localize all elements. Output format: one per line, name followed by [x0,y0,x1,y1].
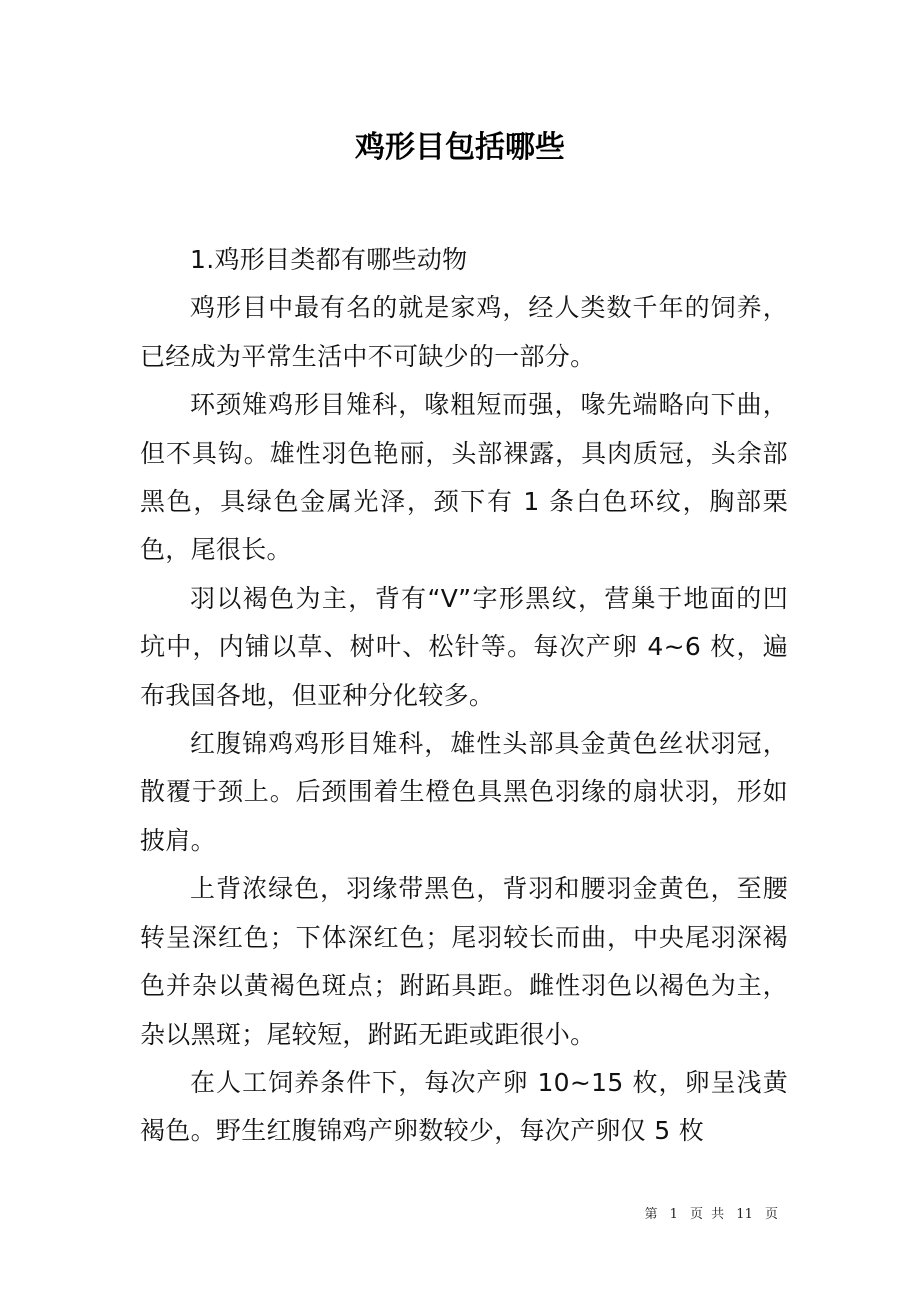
paragraph: 在人工饲养条件下，每次产卵 10~15 枚，卵呈浅黄褐色。野生红腹锦鸡产卵数较少，每次产卵仅 5 枚 [140,1067,788,1146]
paragraph-heading: 1.鸡形目类都有哪些动物 [190,245,468,274]
footer-page-number: 1 [669,1207,678,1222]
footer-page-total: 11 [736,1207,753,1222]
document-body [140,236,788,1156]
paragraph: 鸡形目中最有名的就是家鸡，经人类数千年的饲养，已经成为平常生活中不可缺少的一部分。 [140,293,788,371]
footer-page-mid: 页 共 [690,1207,725,1222]
paragraph: 环颈雉鸡形目雉科，喙粗短而强，喙先端略向下曲，但不具钩。雄性羽色艳丽，头部裸露，具肉质冠，头余部黑色，具绿色金属光泽，颈下有 1 条白色环纹，胸部栗色，尾很长。 [140,390,788,565]
paragraph: 羽以褐色为主，背有“V”字形黑纹，营巢于地面的凹坑中，内铺以草、树叶、松针等。每次产卵 4~6 枚，遍布我国各地，但亚种分化较多。 [140,583,788,710]
document-title: 鸡形目包括哪些 [355,130,565,165]
page-footer [642,1205,780,1225]
footer-page-prefix: 第 [644,1207,658,1222]
paragraph: 红腹锦鸡鸡形目雉科，雄性头部具金黄色丝状羽冠，散覆于颈上。后颈围着生橙色具黑色羽缘的扇状羽，形如披肩。 [140,729,788,855]
footer-page-suffix: 页 [764,1207,778,1222]
paragraph: 上背浓绿色，羽缘带黑色，背羽和腰羽金黄色，至腰转呈深红色；下体深红色；尾羽较长而曲，中央尾羽深褐色并杂以黄褐色斑点；跗跖具距。雌性羽色以褐色为主，杂以黑斑；尾较短，跗跖无距或距很小。 [140,874,788,1049]
